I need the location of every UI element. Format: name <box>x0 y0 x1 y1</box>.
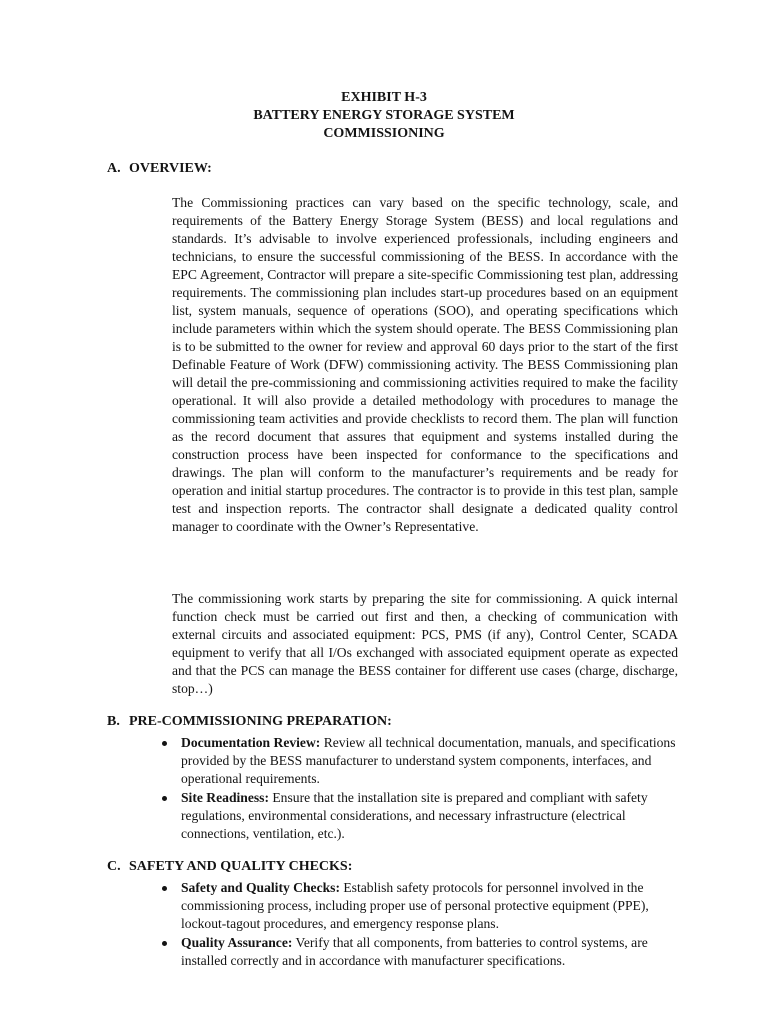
pre-commissioning-list <box>162 734 682 843</box>
document-title: BATTERY ENERGY STORAGE SYSTEM <box>253 108 515 123</box>
list-item <box>162 734 682 788</box>
exhibit-label: EXHIBIT H-3 <box>341 90 427 105</box>
section-title: OVERVIEW: <box>129 161 212 176</box>
section-letter: A. <box>107 161 121 176</box>
overview-paragraph-2: The commissioning work starts by preparing the site for commissioning. A quick internal function check must be carried out first and then, a checking of communication with external circuits and associated equipment: PCS, PMS (if any), Control Center, SCADA equipment to verify that all I/Os exchanged with associated equipment operate as expected and that the PCS can manage the BESS container for different use cases (charge, discharge, stop…) <box>172 591 678 696</box>
section-title: SAFETY AND QUALITY CHECKS: <box>129 859 353 874</box>
item-term: Documentation Review: <box>181 735 321 750</box>
section-heading-pre-commissioning <box>107 713 392 731</box>
item-text: Verify that all components, from batteries to control systems, are installed correctly and in accordance with manufacturer specifications. <box>181 935 648 968</box>
document-subtitle: COMMISSIONING <box>323 126 445 141</box>
list-item <box>162 879 682 933</box>
item-term: Safety and Quality Checks: <box>181 880 340 895</box>
section-letter: C. <box>107 859 121 874</box>
bullet-icon <box>162 741 167 746</box>
section-heading-overview <box>107 160 212 178</box>
overview-paragraph-1: The Commissioning practices can vary based on the specific technology, scale, and requirements of the Battery Energy Storage System (BESS) and local regulations and standards. It’s advisable to involve experienced professionals, including engineers and technicians, to ensure the successful commissioning of the BESS. In accordance with the EPC Agreement, Contractor will prepare a site-specific Commissioning test plan, addressing requirements. The commissioning plan includes start-up procedures based on an equipment list, system manuals, sequence of operations (SOO), and operating specifications which include parameters within which the system should operate. The BESS Commissioning plan is to be submitted to the owner for review and approval 60 days prior to the start of the first Definable Feature of Work (DFW) commissioning activity. The BESS Commissioning plan will detail the pre-commissioning and commissioning activities required to make the facility operational. It will also provide a detailed methodology with procedures to manage the commissioning team activities and provide checklists to record them. The plan will function as the record document that assures that equipment and systems installed during the construction process have been inspected for conformance to the specifications and drawings. The plan will conform to the manufacturer’s requirements and be ready for operation and initial startup procedures. The contractor is to provide in this test plan, sample test and inspection reports. The contractor shall designate a dedicated quality control manager to coordinate with the Owner’s Representative. <box>172 195 678 534</box>
bullet-icon <box>162 796 167 801</box>
bullet-icon <box>162 941 167 946</box>
safety-quality-list <box>162 879 682 970</box>
section-heading-safety-quality <box>107 858 352 876</box>
list-item <box>162 789 682 843</box>
item-term: Site Readiness: <box>181 790 269 805</box>
item-text: Establish safety protocols for personnel involved in the commissioning process, including proper use of personal protective equipment (PPE), lockout-tagout procedures, and emergency response plans. <box>181 880 649 931</box>
item-term: Quality Assurance: <box>181 935 293 950</box>
item-text: Review all technical documentation, manuals, and specifications provided by the BESS manufacturer to understand system components, interfaces, and operational requirements. <box>181 735 676 786</box>
bullet-icon <box>162 886 167 891</box>
section-title: PRE-COMMISSIONING PREPARATION: <box>129 714 392 729</box>
list-item <box>162 934 682 970</box>
section-letter: B. <box>107 714 120 729</box>
item-text: Ensure that the installation site is prepared and compliant with safety regulations, environmental considerations, and necessary infrastructure (electrical connections, ventilation, etc.). <box>181 790 648 841</box>
